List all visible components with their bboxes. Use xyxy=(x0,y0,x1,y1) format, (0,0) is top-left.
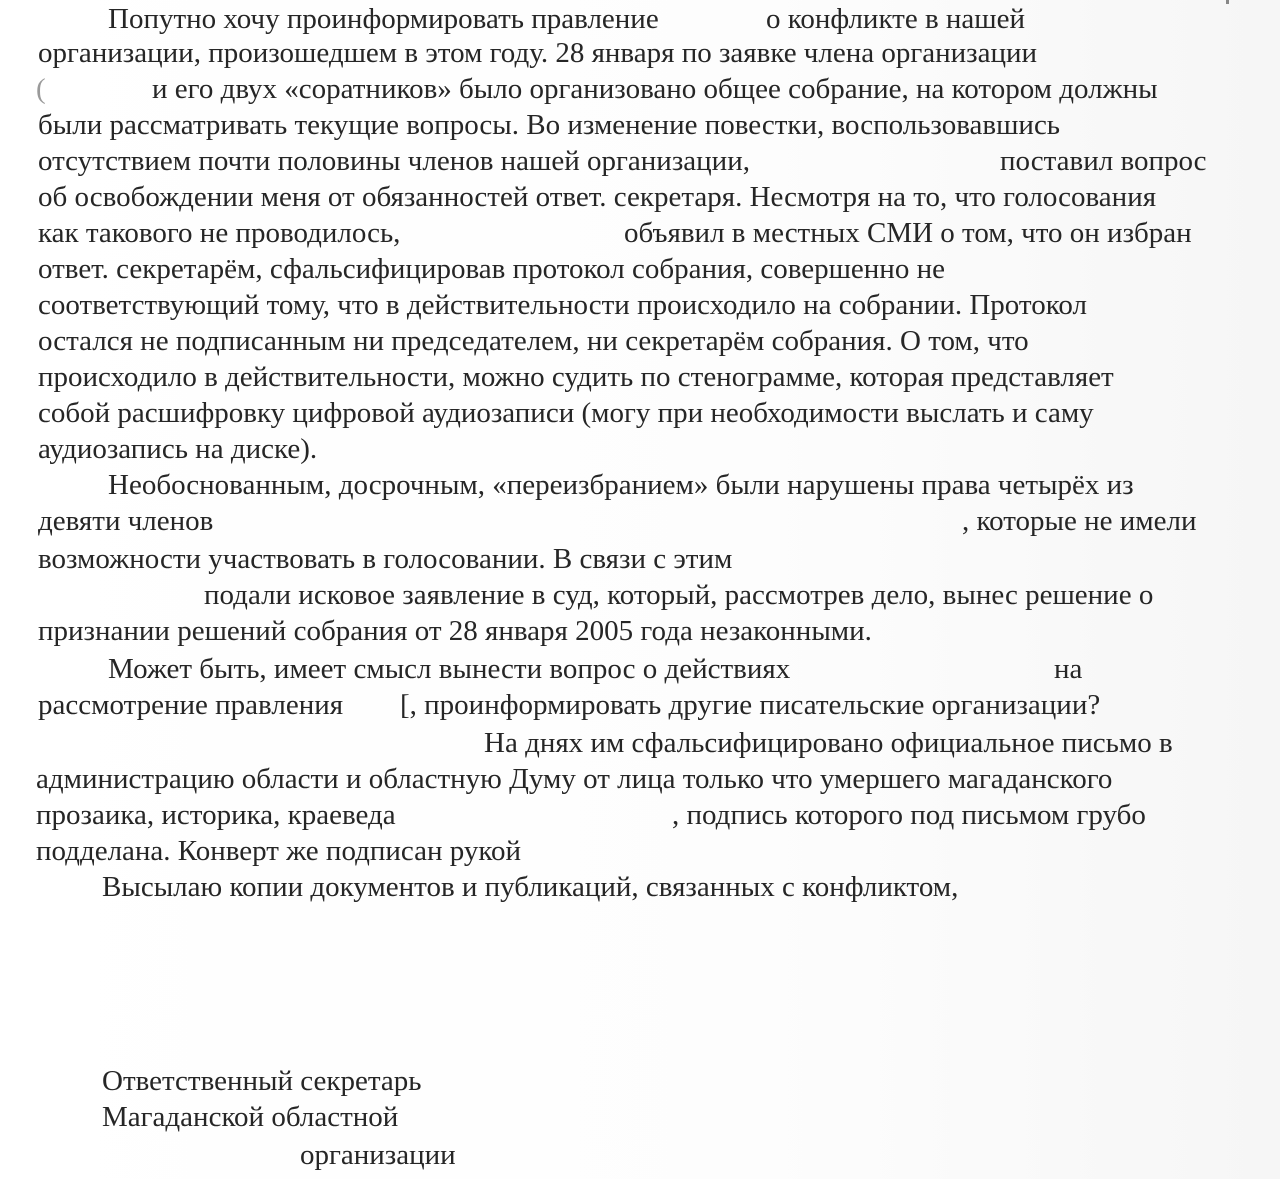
letter-line-12 xyxy=(0,396,1280,430)
letter-line-17 xyxy=(0,578,1280,612)
line-4-text: были рассматривать текущие вопросы. Во изменение повестки, воспользовавшись xyxy=(38,109,1061,141)
line-5-text-a: отсутствием почти половины членов нашей организации, xyxy=(38,145,750,177)
letter-line-7 xyxy=(0,216,1280,250)
line-23-text-b: , подпись которого под письмом грубо xyxy=(672,799,1146,831)
line-12-text: собой расшифровку цифровой аудиозаписи (могу при необходимости выслать и саму xyxy=(38,397,1094,429)
line-24-text: подделана. Конверт же подписан рукой xyxy=(36,835,522,867)
signature-region: Магаданской областной xyxy=(102,1101,399,1133)
signature-organization: организации xyxy=(300,1139,456,1171)
letter-line-13 xyxy=(0,432,1280,466)
line-13-text: аудиозапись на диске). xyxy=(38,433,318,465)
letter-line-4 xyxy=(0,108,1280,142)
line-10-text: остался не подписанным ни председателем, ни секретарём собрания. О том, что xyxy=(38,325,1029,357)
letter-line-23 xyxy=(0,798,1280,832)
letter-line-6 xyxy=(0,180,1280,214)
line-15-text-a: девяти членов xyxy=(38,505,214,537)
letter-line-9 xyxy=(0,288,1280,322)
letter-line-8 xyxy=(0,252,1280,286)
line-22-text: администрацию области и областную Думу от лица только что умершего магаданского xyxy=(36,763,1113,795)
line-14-text: Необоснованным, досрочным, «переизбранием» были нарушены права четырёх из xyxy=(108,469,1134,501)
line-1-text-b: о конфликте в нашей xyxy=(766,3,1026,35)
line-17-text: подали исковое заявление в суд, который, рассмотрев дело, вынес решение о xyxy=(204,579,1154,611)
letter-line-20 xyxy=(0,688,1280,722)
line-15-text-b: , которые не имели xyxy=(962,505,1197,537)
signature-line-1 xyxy=(0,1064,1280,1098)
line-20-text-a: рассмотрение правления xyxy=(38,689,344,721)
line-1-text-a: Попутно хочу проинформировать правление xyxy=(108,3,659,35)
letter-line-11 xyxy=(0,360,1280,394)
line-25-text: Высылаю копии документов и публикаций, связанных с конфликтом, xyxy=(102,871,959,903)
letter-line-16 xyxy=(0,542,1280,576)
letter-line-1 xyxy=(0,2,1280,36)
line-6-text: об освобождении меня от обязанностей ответ. секретаря. Несмотря на то, что голосования xyxy=(38,181,1157,213)
letter-line-22 xyxy=(0,762,1280,796)
letter-line-24 xyxy=(0,834,1280,868)
letter-line-21 xyxy=(0,726,1280,760)
line-16-text: возможности участвовать в голосовании. В связи с этим xyxy=(38,543,733,575)
letter-line-14 xyxy=(0,468,1280,502)
letter-line-18 xyxy=(0,614,1280,648)
line-21-text: На днях им сфальсифицировано официальное письмо в xyxy=(484,727,1173,759)
letter-line-15 xyxy=(0,504,1280,538)
line-3-text-a: ( xyxy=(36,73,46,105)
signature-title: Ответственный секретарь xyxy=(102,1065,422,1097)
line-11-text: происходило в действительности, можно судить по стенограмме, которая представляет xyxy=(38,361,1114,393)
line-7-text-b: объявил в местных СМИ о том, что он избран xyxy=(624,217,1192,249)
letter-line-3 xyxy=(0,72,1280,106)
line-5-text-b: поставил вопрос xyxy=(1000,145,1207,177)
line-3-text-b: и его двух «соратников» было организовано общее собрание, на котором должны xyxy=(152,73,1158,105)
signature-line-3 xyxy=(0,1138,1280,1172)
line-2-text: организации, произошедшем в этом году. 28 января по заявке члена организации xyxy=(38,37,1038,69)
line-23-text-a: прозаика, историка, краеведа xyxy=(36,799,396,831)
signature-line-2 xyxy=(0,1100,1280,1134)
letter-line-5 xyxy=(0,144,1280,178)
line-19-text-b: на xyxy=(1054,653,1083,685)
letter-line-10 xyxy=(0,324,1280,358)
line-8-text: ответ. секретарём, сфальсифицировав протокол собрания, совершенно не xyxy=(38,253,945,285)
line-20-text-b: [, проинформировать другие писательские организации? xyxy=(400,689,1101,721)
letter-line-25 xyxy=(0,870,1280,904)
letter-line-2 xyxy=(0,36,1280,70)
line-9-text: соответствующий тому, что в действительности происходило на собрании. Протокол xyxy=(38,289,1087,321)
letter-line-19 xyxy=(0,652,1280,686)
line-19-text-a: Может быть, имеет смысл вынести вопрос о действиях xyxy=(108,653,791,685)
line-7-text-a: как такового не проводилось, xyxy=(38,217,401,249)
line-18-text: признании решений собрания от 28 января 2005 года незаконными. xyxy=(38,615,872,647)
